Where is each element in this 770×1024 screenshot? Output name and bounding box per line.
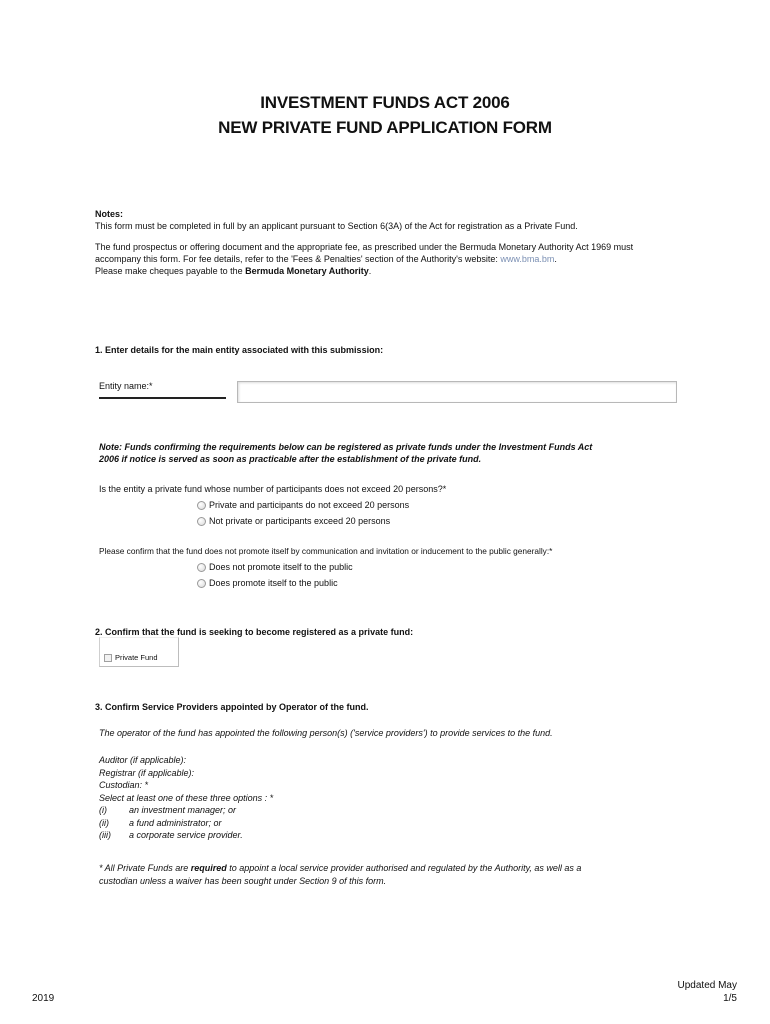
option-number: (iii) — [99, 830, 111, 840]
private-fund-note-line1: Note: Funds confirming the requirements below can be registered as private funds under the Investment Funds Act — [99, 442, 593, 452]
radio-does-not-promote[interactable] — [197, 562, 353, 572]
option-row — [99, 817, 273, 830]
notes-p2-line1: The fund prospectus or offering document and the appropriate fee, as prescribed under the Bermuda Monetary Authority Act 1969 must — [95, 242, 634, 252]
private-fund-checkbox-frame — [99, 637, 179, 667]
form-title-line2: NEW PRIVATE FUND APPLICATION FORM — [218, 118, 552, 137]
operator-statement: The operator of the fund has appointed the following person(s) ('service providers') to provide services to the fund. — [99, 728, 553, 738]
select-instruction: Select at least one of these three options : * — [99, 792, 274, 803]
entity-name-input[interactable] — [237, 381, 677, 403]
req-bold: required — [190, 863, 227, 873]
option-text: a corporate service provider. — [129, 830, 243, 840]
radio-icon[interactable] — [197, 501, 206, 510]
radio-icon[interactable] — [197, 517, 206, 526]
notes-p2-text: accompany this form. For fee details, refer to the 'Fees & Penalties' section of the Authority's website: — [95, 254, 501, 264]
private-fund-checkbox[interactable] — [104, 653, 158, 662]
service-provider-list — [99, 754, 273, 842]
custodian-label: Custodian: * — [99, 780, 149, 790]
option-row — [99, 804, 273, 817]
entity-label-underline — [99, 397, 226, 399]
auditor-label: Auditor (if applicable): — [99, 755, 187, 765]
checkbox-label: Private Fund — [115, 653, 158, 662]
checkbox-icon[interactable] — [104, 654, 112, 662]
radio-icon[interactable] — [197, 563, 206, 572]
notes-label: Notes: — [95, 209, 124, 219]
req-text-end: to appoint a local service provider authorised and regulated by the Authority, as well as a — [226, 863, 582, 873]
private-fund-note-line2: 2006 if notice is served as soon as practicable after the establishment of the private fund. — [99, 454, 482, 464]
radio-private-not-exceed[interactable] — [197, 500, 409, 510]
option-number: (i) — [99, 805, 107, 815]
option-number: (ii) — [99, 817, 109, 828]
radio-label: Not private or participants exceed 20 persons — [209, 516, 391, 526]
section-3-heading: 3. Confirm Service Providers appointed by Operator of the fund. — [95, 702, 369, 712]
notes-p3-payee: Bermuda Monetary Authority — [245, 266, 369, 276]
requirement-line1 — [99, 862, 659, 875]
radio-label: Does promote itself to the public — [209, 578, 338, 588]
radio-does-promote[interactable] — [197, 578, 338, 588]
notes-p3-text: Please make cheques payable to the — [95, 266, 246, 276]
option-row — [99, 829, 273, 842]
radio-label: Does not promote itself to the public — [209, 562, 353, 572]
requirement-line2: custodian unless a waiver has been sought under Section 9 of this form. — [99, 875, 387, 886]
bma-website-link[interactable]: www.bma.bm — [500, 254, 555, 264]
footer-updated — [678, 979, 737, 1005]
section-2-heading: 2. Confirm that the fund is seeking to become registered as a private fund: — [95, 627, 414, 637]
notes-p2-line2 — [95, 253, 675, 265]
form-title-line1: INVESTMENT FUNDS ACT 2006 — [260, 93, 510, 112]
section-1-heading: 1. Enter details for the main entity associated with this submission: — [95, 345, 384, 355]
notes-p3 — [95, 265, 675, 277]
page-number: 1/5 — [723, 993, 737, 1004]
option-text: an investment manager; or — [129, 805, 237, 815]
question-participants: Is the entity a private fund whose number of participants does not exceed 20 persons?* — [99, 484, 447, 494]
footer-updated-label: Updated May — [677, 980, 737, 991]
question-promotion: Please confirm that the fund does not promote itself by communication and invitation or inducement to the public generally:* — [99, 546, 553, 556]
registrar-label: Registrar (if applicable): — [99, 767, 195, 778]
radio-icon[interactable] — [197, 579, 206, 588]
requirement-note — [99, 862, 659, 887]
req-text: * All Private Funds are — [99, 863, 191, 873]
private-fund-note — [99, 441, 639, 465]
notes-p3-end: . — [368, 266, 372, 276]
notes-paragraph-1: This form must be completed in full by an applicant pursuant to Section 6(3A) of the Act for registration as a Private Fund. — [95, 221, 578, 231]
notes-paragraph-2 — [95, 241, 675, 277]
entity-name-label: Entity name:* — [99, 381, 153, 391]
option-text: a fund administrator; or — [129, 817, 222, 828]
notes-p2-end: . — [554, 254, 557, 264]
radio-not-private-exceed[interactable] — [197, 516, 390, 526]
radio-label: Private and participants do not exceed 20 persons — [209, 500, 410, 510]
footer-year: 2019 — [32, 993, 55, 1004]
